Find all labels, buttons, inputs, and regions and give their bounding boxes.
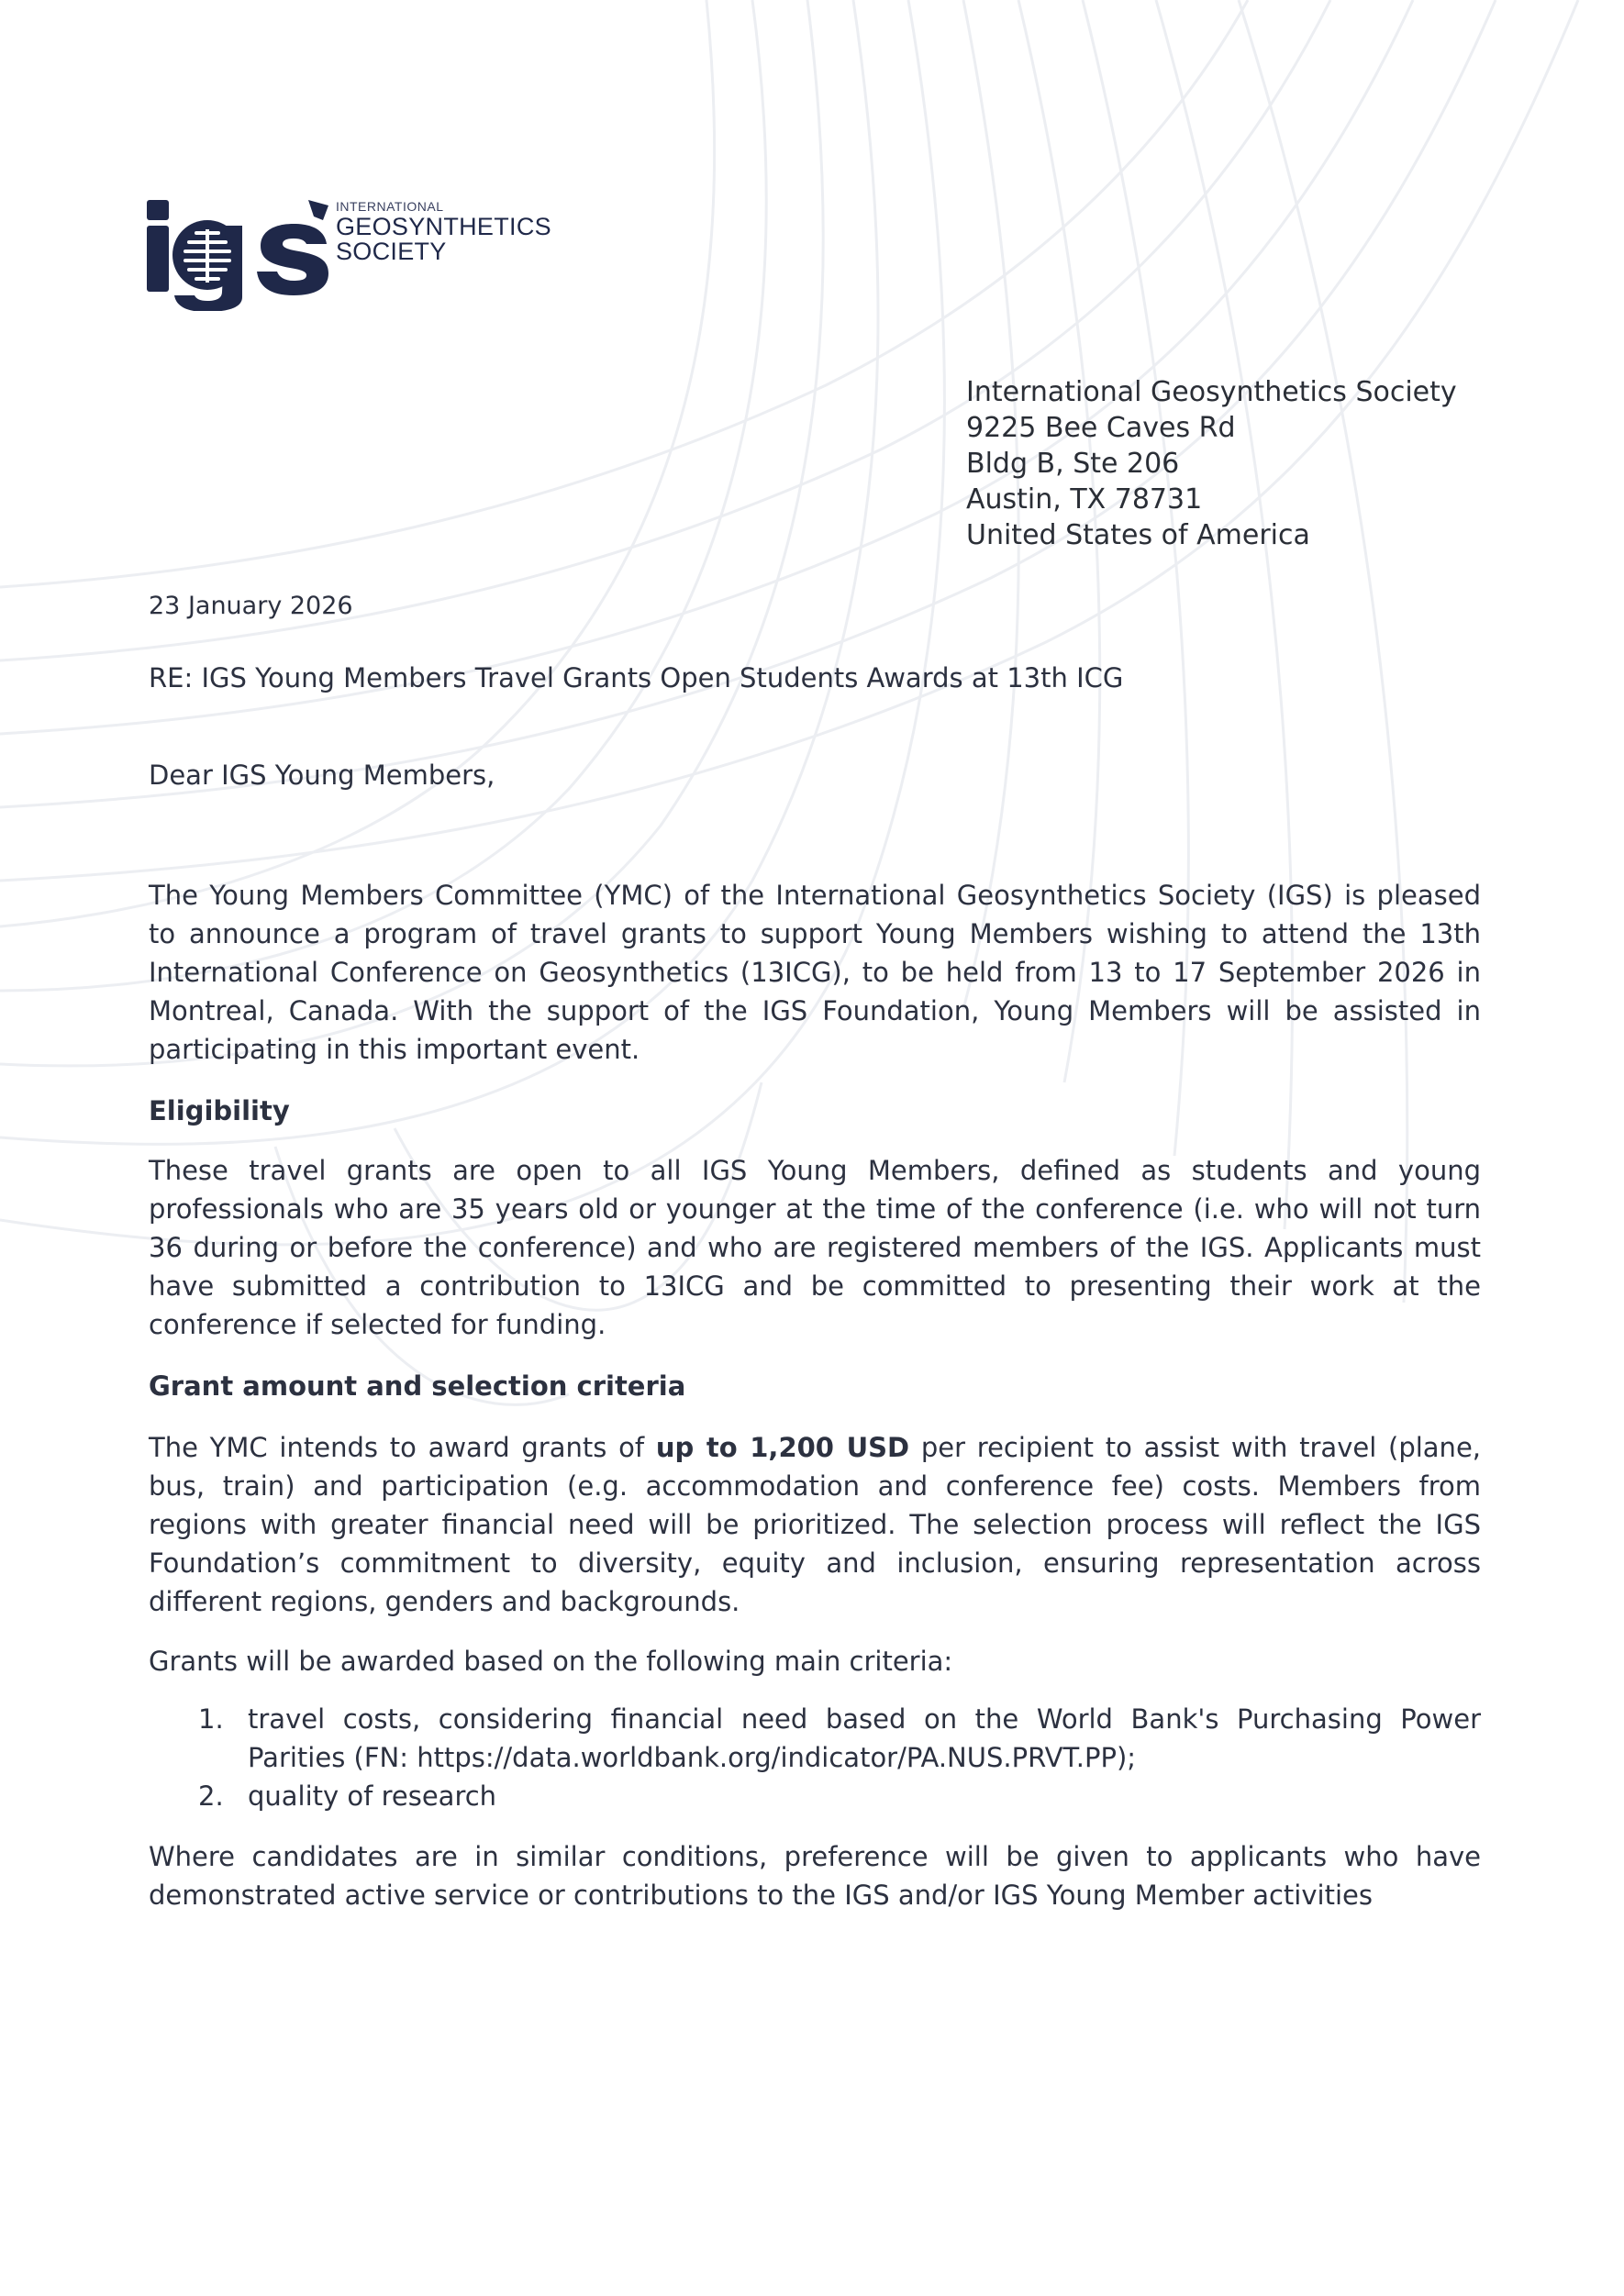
letter-subject: RE: IGS Young Members Travel Grants Open Students Awards at 13th ICG (149, 662, 1124, 693)
letter-date: 23 January 2026 (149, 592, 353, 620)
eligibility-paragraph: These travel grants are open to all IGS Young Members, defined as students and young professionals who are 35 years old or younger at the time of the conference (i.e. who will not turn 36 during or before the conference) and who are registered members of the IGS. Applicants must have submitted a contribution to 13ICG and be committed to presenting their work at the conference if selected for funding. (149, 1155, 1481, 1340)
criteria-number: 2. (198, 1780, 224, 1812)
logo-line-international: INTERNATIONAL (336, 199, 444, 214)
igs-logo (147, 196, 551, 316)
criteria-item (149, 1700, 1481, 1777)
logo-line-society: SOCIETY (336, 238, 447, 265)
criteria-list (149, 1700, 1481, 1815)
grant-text-after: per recipient to assist with travel (plane, bus, train) and participation (e.g. accommodation and conference fee) costs. Members from regions with greater financial need will be prioritized. The selection process will reflect the IGS Foundation’s commitment to diversity, equity and inclusion, ensuring representation across different regions, genders and backgrounds. (149, 1432, 1481, 1617)
intro-paragraph: The Young Members Committee (YMC) of the International Geosynthetics Society (IGS) is pleased to announce a program of travel grants to support Young Members wishing to attend the 13th International Conference on Geosynthetics (13ICG), to be held from 13 to 17 September 2026 in Montreal, Canada. With the support of the IGS Foundation, Young Members will be assisted in participating in this important event. (149, 880, 1481, 1065)
grant-heading: Grant amount and selection criteria (149, 1370, 686, 1402)
igs-logo-mark-icon (147, 196, 330, 311)
address-line: United States of America (966, 519, 1310, 551)
grant-text-before: The YMC intends to award grants of (149, 1432, 656, 1463)
criteria-item (149, 1777, 1481, 1815)
sender-address (966, 374, 1457, 553)
criteria-intro: Grants will be awarded based on the following main criteria: (149, 1646, 953, 1677)
eligibility-heading: Eligibility (149, 1095, 290, 1126)
criteria-text: travel costs, considering financial need based on the World Bank's Purchasing Power Parities (FN: https://data.worldbank.org/indicator/PA.NUS.PRVT.PP); (248, 1703, 1481, 1773)
preference-paragraph: Where candidates are in similar conditions, preference will be given to applicants who have demonstrated active service or contributions to the IGS and/or IGS Young Member activities (149, 1841, 1481, 1911)
address-line: International Geosynthetics Society (966, 376, 1457, 408)
grant-amount: up to 1,200 USD (655, 1432, 910, 1463)
criteria-text: quality of research (248, 1780, 497, 1812)
logo-wordmark (336, 200, 551, 264)
logo-line-geosynthetics: GEOSYNTHETICS (336, 213, 551, 240)
address-line: Austin, TX 78731 (966, 483, 1203, 516)
letter-salutation: Dear IGS Young Members, (149, 760, 495, 791)
address-line: Bldg B, Ste 206 (966, 448, 1180, 480)
address-line: 9225 Bee Caves Rd (966, 412, 1236, 444)
criteria-number: 1. (198, 1703, 224, 1735)
grant-paragraph (149, 1428, 1481, 1621)
